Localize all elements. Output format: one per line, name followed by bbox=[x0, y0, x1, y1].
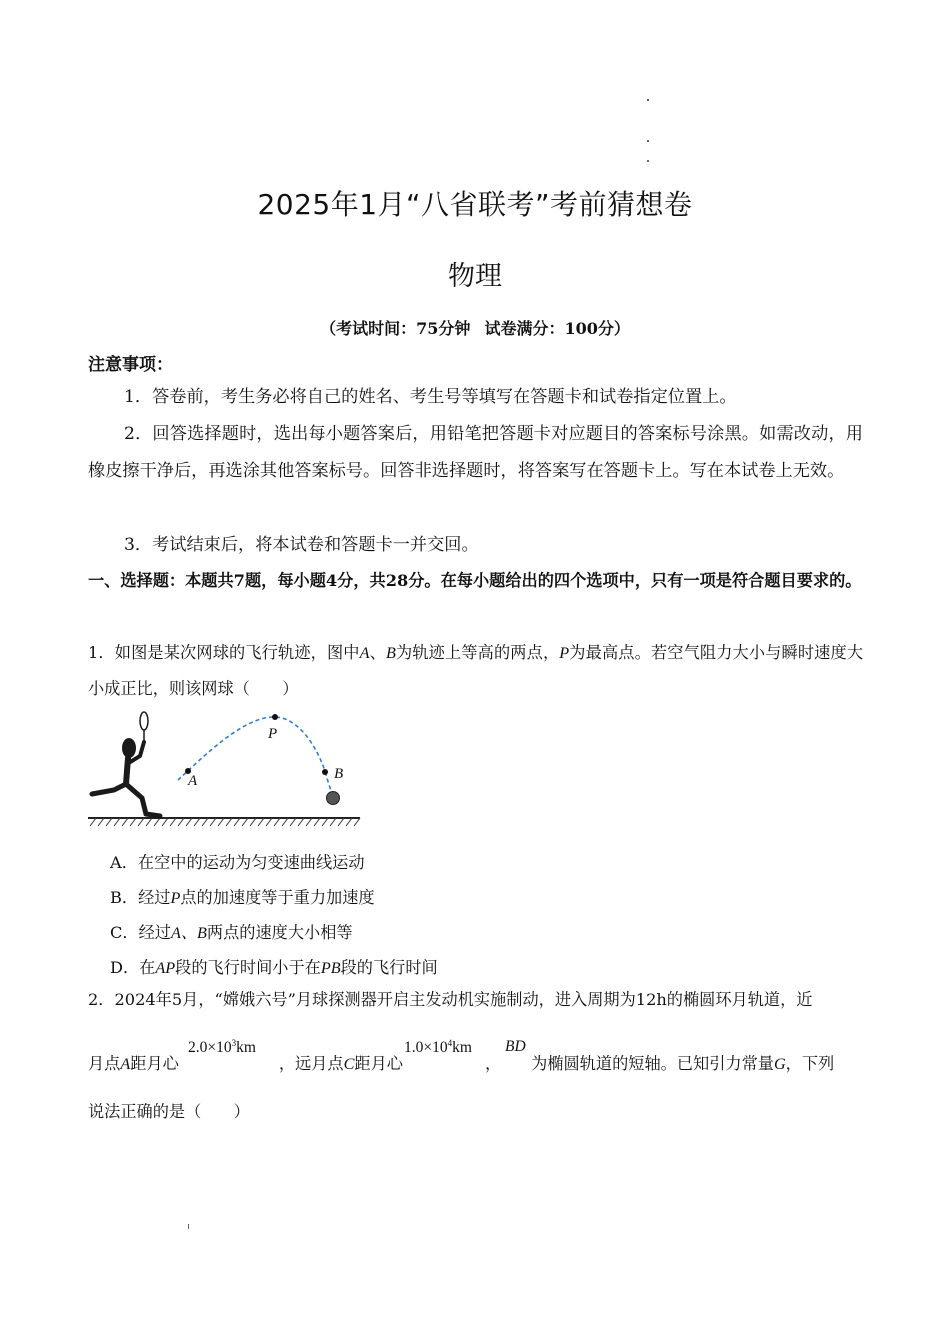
section-heading: 一、选择题：本题共7题，每小题4分，共28分。在每小题给出的四个选项中，只有一项是符合题目要求的。 bbox=[88, 571, 862, 590]
q1-option-b: B．经过P点的加速度等于重力加速度 bbox=[110, 888, 375, 907]
notice-item-3: 3．考试结束后，将本试卷和答题卡一并交回。 bbox=[124, 535, 479, 555]
notice-heading: 注意事项： bbox=[88, 355, 173, 375]
question-1-stem: 1．如图是某次网球的飞行轨迹，图中A、B为轨迹上等高的两点，P为最高点。若空气阻力大小与瞬时速度大小成正比，则该网球（ ） bbox=[88, 643, 864, 698]
label-a: A bbox=[188, 773, 198, 789]
q1-option-d: D．在AP段的飞行时间小于在PB段的飞行时间 bbox=[110, 958, 438, 977]
player-figure bbox=[92, 712, 160, 816]
page-mark bbox=[647, 99, 649, 101]
label-p: P bbox=[268, 726, 278, 742]
q1-option-a: A．在空中的运动为匀变速曲线运动 bbox=[110, 853, 365, 872]
bd-symbol: BD bbox=[505, 1038, 526, 1055]
tennis-trajectory-figure bbox=[84, 706, 364, 830]
page-mark bbox=[188, 1224, 189, 1229]
question-2-line-2: 月点A距月心 ，远月点C距月心 ， 为椭圆轨道的短轴。已知引力常量G，下列 bbox=[88, 1054, 835, 1073]
notice-item-1: 1．答卷前，考生务必将自己的姓名、考生号等填写在答题卡和试卷指定位置上。 bbox=[124, 387, 737, 407]
exam-info bbox=[0, 316, 950, 339]
far-distance-value: $1.0\times 10^4km$ bbox=[404, 1038, 472, 1057]
label-b: B bbox=[334, 766, 344, 782]
point-b bbox=[322, 769, 328, 775]
subject-title: 物理 bbox=[448, 261, 502, 292]
trajectory-curve bbox=[178, 717, 325, 780]
ground-hatching bbox=[90, 818, 360, 826]
notice-item-2: 2．回答选择题时，选出每小题答案后，用铅笔把答题卡对应题目的答案标号涂黑。如需改动，用橡皮擦干净后，再选涂其他答案标号。回答非选择题时，将答案写在答题卡上。写在本试卷上无效。 bbox=[88, 424, 863, 481]
near-distance-value: $2.0\times 10^3km$ bbox=[188, 1038, 256, 1057]
tennis-ball bbox=[327, 792, 340, 805]
full-score: 试卷满分：100分） bbox=[484, 319, 630, 338]
exam-time: （考试时间：75分钟 bbox=[320, 319, 471, 338]
q1-option-c: C．经过A、B两点的速度大小相等 bbox=[110, 923, 353, 942]
question-2-line-1: 2．2024年5月，“嫦娥六号”月球探测器开启主发动机实施制动，进入周期为12h的椭圆环月轨道，近 bbox=[88, 990, 813, 1009]
page-mark bbox=[647, 140, 649, 142]
page-title: 2025年1月“八省联考”考前猜想卷 bbox=[257, 188, 693, 221]
question-2-line-3: 说法正确的是（ ） bbox=[88, 1102, 250, 1121]
page-mark bbox=[647, 160, 649, 162]
point-p bbox=[272, 714, 278, 720]
